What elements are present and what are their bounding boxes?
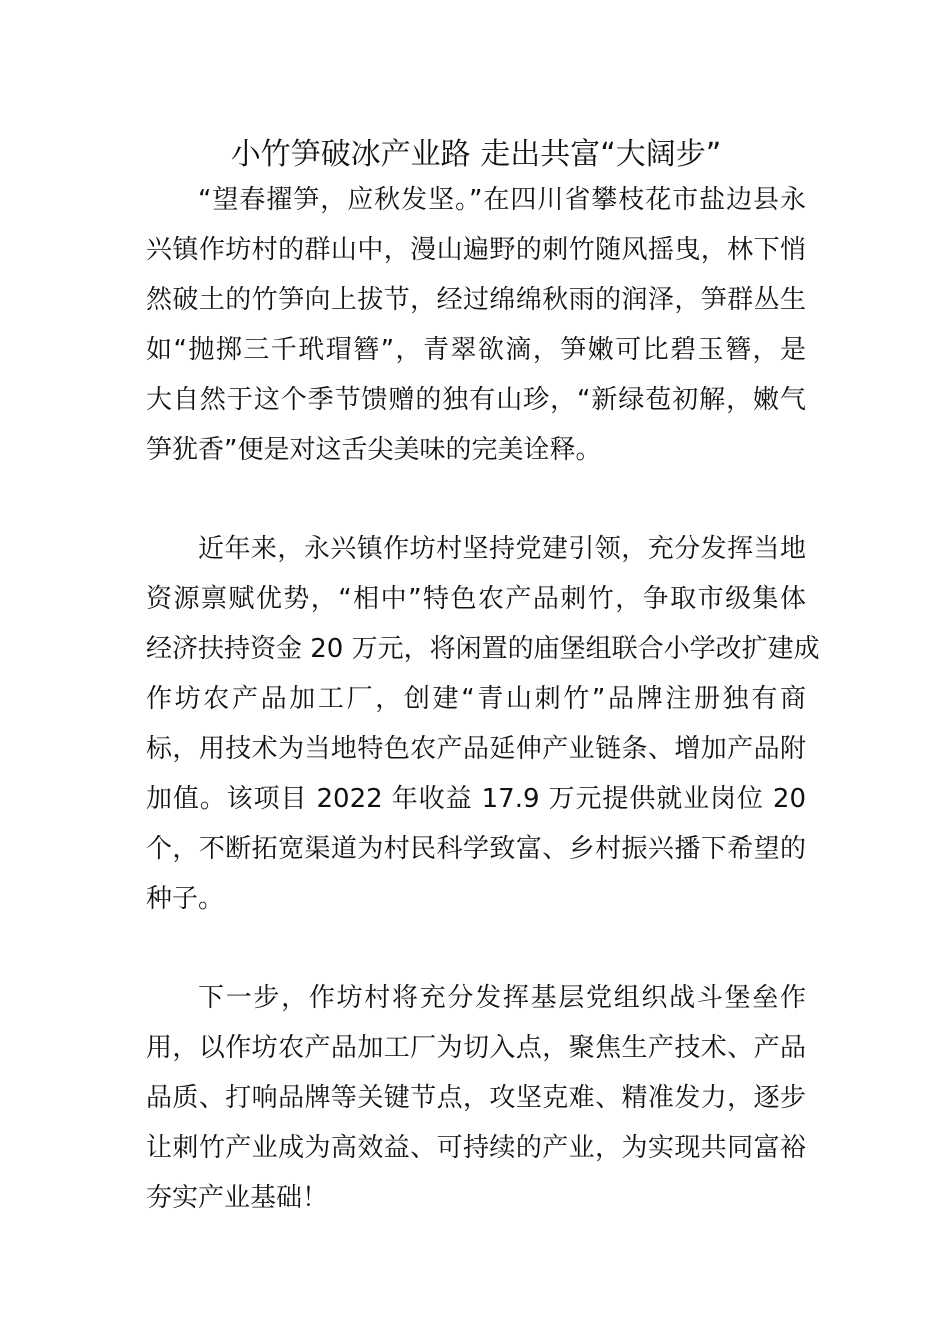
paragraph-line: 个，不断拓宽渠道为村民科学致富、乡村振兴播下希望的 <box>146 834 806 864</box>
paragraph-line: 用，以作坊农产品加工厂为切入点，聚焦生产技术、产品 <box>146 1033 806 1063</box>
paragraph-line: 近年来，永兴镇作坊村坚持党建引领，充分发挥当地 <box>198 534 806 564</box>
paragraph-line: “望春擢笋，应秋发坚。”在四川省攀枝花市盐边县永 <box>198 185 806 215</box>
paragraph-line: 然破土的竹笋向上拔节，经过绵绵秋雨的润泽，笋群丛生 <box>146 285 806 315</box>
paragraph-line: 经济扶持资金 20 万元，将闲置的庙堡组联合小学改扩建成 <box>146 634 820 664</box>
paragraph-line: 大自然于这个季节馈赠的独有山珍，“新绿苞初解，嫩气 <box>146 385 806 415</box>
paragraph-line: 标，用技术为当地特色农产品延伸产业链条、增加产品附 <box>146 734 806 764</box>
paragraph-line: 下一步，作坊村将充分发挥基层党组织战斗堡垒作 <box>198 983 806 1013</box>
paragraph-line: 加值。该项目 2022 年收益 17.9 万元提供就业岗位 20 <box>146 784 806 814</box>
article-title: 小竹笋破冰产业路 走出共富“大阔步” <box>230 137 722 172</box>
paragraph-line: 品质、打响品牌等关键节点，攻坚克难、精准发力，逐步 <box>146 1083 806 1113</box>
article-paragraph-1 <box>146 175 806 475</box>
paragraph-line: 资源禀赋优势，“相中”特色农产品刺竹，争取市级集体 <box>146 584 806 614</box>
article-paragraph-2 <box>146 524 820 924</box>
paragraph-line: 兴镇作坊村的群山中，漫山遍野的刺竹随风摇曳，林下悄 <box>146 235 806 265</box>
paragraph-line: 笋犹香”便是对这舌尖美味的完美诠释。 <box>146 435 602 465</box>
paragraph-line: 种子。 <box>146 884 225 914</box>
paragraph-line: 作坊农产品加工厂，创建“青山刺竹”品牌注册独有商 <box>146 684 806 714</box>
article-paragraph-3 <box>146 973 806 1223</box>
paragraph-line: 让刺竹产业成为高效益、可持续的产业，为实现共同富裕 <box>146 1133 806 1163</box>
paragraph-line: 夯实产业基础！ <box>146 1183 329 1213</box>
paragraph-line: 如“抛掷三千玳瑁簪”，青翠欲滴，笋嫩可比碧玉簪，是 <box>146 335 806 365</box>
